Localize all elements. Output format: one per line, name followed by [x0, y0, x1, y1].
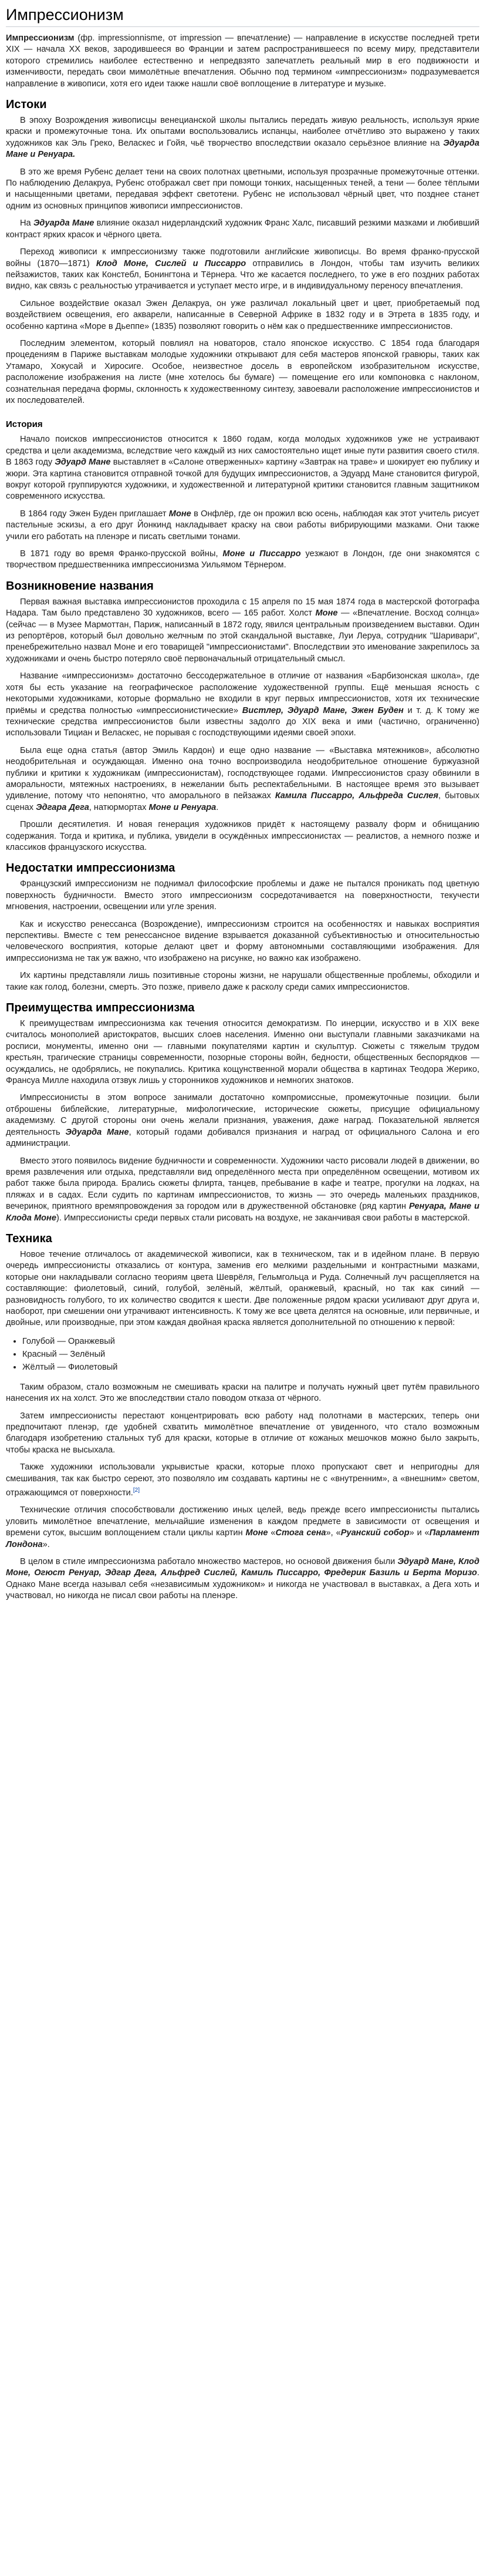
text-run: выставляет в «Салоне отверженных» картину «Завтрак на траве» и шокирует ею публику и жюри. Эта картина становится отправной точкой для будущих импрессионистов, а Эдуард Мане становится фигурой, вокруг которой группируются художники, и художественной и литературной критики становится главным защитником современного искусства. — [6, 458, 479, 502]
emphasis: Эдуард Мане — [55, 458, 111, 468]
emphasis: Парламент Лондона — [6, 1528, 480, 1549]
emphasis: Камила Писсарро, Альфреда Сислея — [275, 791, 438, 801]
paragraph — [6, 1505, 479, 1551]
text-run: и т. д. К тому же технические средства импрессионистов были известны задолго до XIX века и ими (частично, ограниченно) использовали Тициан и Веласкес, не порывая с господствующими идеями своей эпохи. — [6, 705, 479, 738]
text-run: Начало поисков импрессионистов относится к 1860 годам, когда молодых художников уже не устраивают средства и цели академизма, вследствие чего каждый из них самостоятельно ищет иные пути развития своего стиля. В 1863 году — [6, 435, 479, 468]
section-technique-body-before — [6, 1249, 479, 1329]
paragraph — [6, 434, 479, 502]
paragraph — [6, 1411, 479, 1457]
text-run: (фр. impressionnisme, от impression — впечатление) — направление в искусстве последней трети XIX — начала XX веков, зародившееся во Франции и затем распространившееся по всему миру, представители которого стремились наиболее естественно и непредвзято запечатлеть реальный мир в его подвижности и изменчивости, передать свои мимолётные впечатления. Обычно под термином «импрессионизм» подразумевается направление в живописи, хотя его идеи также нашли своё воплощение в литературе и музыке. — [6, 33, 479, 89]
text-run: ). Импрессионисты среди первых стали рисовать на воздухе, не заканчивая свои работы в мастерской. — [56, 1213, 470, 1223]
paragraph — [6, 879, 479, 913]
emphasis: Моне — [245, 1528, 268, 1538]
text-run: уезжают в Лондон, где они знакомятся с творчеством предшественника импрессионизма Уильямом Тёрнером. — [6, 549, 480, 570]
text-run: Переход живописи к импрессионизму также подготовили английские живописцы. Во время франко-прусской войны (1870—1871) — [6, 247, 479, 268]
text-run: Технические отличия способствовали достижению иных целей, ведь прежде всего импрессионисты пытались уловить мимолётное впечатление, мельчайшие изменения в каждом предмете в зависимости от освещения и времени суток, высшим воплощением стали циклы картин — [6, 1505, 479, 1538]
emphasis: Моне — [315, 608, 338, 618]
text-run: отправились в Лондон, чтобы там изучить великих пейзажистов, таких как Констебл, Бонингтона и Тёрнера. Что же касается последнего, то уже в его поздних работах видно, как связь с реальностью утрачивается и уступает место игре, и в индивидуальному переносу впечатления. — [6, 258, 479, 291]
text-run: Их картины представляли лишь позитивные стороны жизни, не нарушали общественные проблемы, обходили и такие как голод, болезни, смерть. Это позже, привело даже к расколу среди самих импрессионистов. — [6, 971, 479, 992]
text-run: — «Впечатление. Восход солнца» (сейчас — в Музее Мармоттан, Париж, написанный в 1872 году, явился центральным произведением выставки. Один из репортёров, который был довольно желчным по этой скандальной выставке, Луи Леруа, сотрудник "Шаривари", пренебрежительно назвал Моне и его товарищей "импрессионистами". Впоследствии это именование закрепилось за художниками и очень быстро потеряло своё первоначальный отрицательный смысл. — [6, 608, 479, 664]
paragraph — [6, 1156, 479, 1224]
section-heading-name-origin: Возникновение названия — [6, 579, 154, 593]
paragraph — [6, 115, 479, 161]
text-run: Сильное воздействие оказал Эжен Делакруа, он уже различал локальный цвет и цвет, приобретаемый под воздействием освещения, его акварели, написанные в Северной Африке в 1832 году и в Этрета в 1835 году, и особенно картина «Море в Дьеппе» (1835) позволяют говорить о нём как о предшественнике импрессионистов. — [6, 298, 479, 331]
paragraph — [6, 919, 479, 965]
text-run: , бытовых сценах — [6, 791, 480, 812]
text-run: . Однако Мане всегда называл себя «независимым художником» и никогда не участвовал в выставках, а Дега хоть и участвовал, но никогда не писал свои работы на пленэре. — [6, 1568, 479, 1601]
text-run: ». — [42, 1539, 50, 1549]
paragraph — [6, 218, 479, 241]
text-run: . — [216, 802, 219, 812]
text-run: Импрессионисты в этом вопросе занимали достаточно компромиссные, промежуточные позиции. были отброшены библейские, литературные, мифологические, исторические сюжеты, присущие официальному академизму. С другой стороны они очень желали признания, уважения, даже наград. Показательной является деятельность — [6, 1093, 479, 1137]
emphasis: Импрессионизм — [6, 33, 75, 43]
text-run: Затем импрессионисты перестают концентрировать всю работу над полотнами в мастерских, теперь они предпочитают пленэр, где удобней схватить мимолётное впечатление от увиденного, что стало возможным благодаря изобретению стальных туб для краски, которые в отличие от кожаных мешочков можно было закрыть, чтобы краска не высыхала. — [6, 1411, 479, 1455]
paragraph — [6, 1249, 479, 1329]
section-heading-history: История — [6, 419, 43, 430]
text-run: Новое течение отличалось от академической живописи, как в техническом, так и в идейном плане. В первую очередь импрессионисты отказались от контура, заменив его мелкими раздельными и контрастными мазками, которые они накладывали согласно теориям цвета Шеврёля, Гельмгольца и Руда. Солнечный луч расщепляется на составляющие: фиолетовый, синий, голубой, зелёный, жёлтый, оранжевый, красный, но так как синий — разновидность голубого, то их количество сводится к шести. Две положенные рядом краски усиливают друг друга и, наоборот, при смешении они утрачивают интенсивность. К тому же все цвета делятся на основные, или первичные, и двойные, или производные, при этом каждая двойная краска является дополнительной по отношению к первой: — [6, 1249, 479, 1328]
emphasis: Вистлер, Эдуард Мане, Эжен Буден — [242, 705, 404, 715]
complementary-colors-list — [6, 1335, 479, 1374]
text-run: » и « — [409, 1528, 430, 1538]
text-run: К преимуществам импрессионизма как течения относится демократизм. По инерции, искусство и в XIX веке считалось монополией аристократов, высших слоев населения. Именно они выступали главными заказчиками на росписи, монументы, именно они — главными покупателями картин и скульптур. Сюжеты с тяжелым трудом крестьян, трагические страницы современности, позорные стороны войн, бедности, общественных беспорядков — осуждались, не одобрялись, не покупались. Критика кощунственной морали общества в картинах Теодора Жерико, Франсуа Милле находила отзвук лишь у сторонников художников и немногих знатоков. — [6, 1019, 479, 1086]
text-run: , который годами добивался признания и наград от официального Салона и его администрации. — [6, 1127, 479, 1149]
text-run: Вместо этого появилось видение будничности и современности. Художники часто рисовали людей в движении, во время развлечения или отдыха, представляли вид определённого места при определённом освещении, мотивом их работ также была природа. Брались сюжеты флирта, танцев, пребывание в кафе и театре, прогулки на лодках, на пляжах и в садах. Если судить по картинам импрессионистов, то жизнь — это очередь маленьких праздников, вечеринок, приятного времяпровождения за городом или в дружественной обстановке (ряд картин — [6, 1156, 479, 1212]
text-run: Французский импрессионизм не поднимал философские проблемы и даже не пытался проникать под цветную поверхность будничности. Вместо этого импрессионизм сосредотачивается на поверхностности, текучести мгновения, настроении, освещении или угле зрения. — [6, 879, 479, 912]
text-run: Как и искусство ренессанса (Возрождение), импрессионизм строится на особенностях и навыках восприятия перспективы. Вместе с тем ренессансное видение взрывается доказанной субъективностью и относительностью человеческого восприятия, которые делают цвет и форму автономными составляющими изображения. Для импрессионизма не так уж важно, что изображено на рисунке, но важно как изображено. — [6, 919, 479, 963]
text-run: В это же время Рубенс делает тени на своих полотнах цветными, используя прозрачные промежуточные оттенки. По наблюдению Делакруа, Рубенс отображал свет при помощи тонких, насыщенных теней, а тени — более тёплыми и насыщенными цветами, передавая эффект светотени. Рубенс не использовал чёрный цвет, что позднее станет одним из основных принципов живописи импрессионистов. — [6, 167, 479, 211]
paragraph — [6, 1018, 479, 1087]
paragraph — [6, 298, 479, 332]
emphasis: Моне — [168, 509, 191, 519]
emphasis: Моне и Ренуара — [148, 802, 217, 812]
emphasis: Эдгара Дега — [36, 802, 89, 812]
text-run: Первая важная выставка импрессионистов проходила с 15 апреля по 15 мая 1874 года в мастерской фотографа Надара. Там было представлено 30 художников, всего — 165 работ. Холст — [6, 597, 479, 618]
paragraph — [6, 1092, 479, 1149]
intro-paragraph — [6, 33, 479, 90]
section-heading-merits: Преимущества импрессионизма — [6, 1001, 195, 1015]
emphasis: Эдуарда Мане — [65, 1127, 129, 1137]
paragraph — [6, 338, 479, 406]
emphasis: Ренуара, Мане и Клода Моне — [6, 1202, 479, 1223]
section-merits-body — [6, 1018, 479, 1224]
paragraph — [6, 1382, 479, 1405]
text-run: влияние оказал нидерландский художник Франс Халс, писавший резкими мазками и любивший контраст ярких красок и чёрного цвета. — [6, 218, 479, 240]
paragraph — [6, 167, 479, 213]
text-run: Была еще одна статья (автор Эмиль Кардон) и еще одно название — «Выставка мятежников», абсолютно неодобрительная и осуждающая. Именно она точно воспроизводила неодобрительное отношение буржуазной публики и критики к художникам (импрессионистам), господствующее годами. Импрессионистов сразу обвинили в аморальности, мятежных настроениях, в нежелании быть респектабельными. В настоящее время это вызывает удивление, потому что непонятно, что аморального в пейзажах — [6, 745, 479, 801]
footnote-ref[interactable]: [2] — [133, 1487, 140, 1494]
paragraph — [6, 671, 479, 739]
text-run: », « — [326, 1528, 341, 1538]
text-run: в Онфлёр, где он прожил всю осень, наблюдая как этот учитель рисует пастельные эскизы, а его друг Йонкинд накладывает краску на свои работы вибрирующими мазками. Они также учили его работать на пленэре и писать светлыми тонами. — [6, 509, 480, 542]
paragraph — [6, 819, 479, 853]
text-run: Также художники использовали укрывистые краски, которые плохо пропускают свет и непригодны для смешивания, так как быстро сереют, это позволяло им создавать картины не с «внутренним», а «внешним» светом, отражающимся от поверхности. — [6, 1462, 479, 1498]
text-run: В 1864 году Эжен Буден приглашает — [20, 509, 169, 519]
section-heading-flaws: Недостатки импрессионизма — [6, 862, 175, 875]
list-item: • Голубой — Оранжевый — [22, 1335, 479, 1348]
text-run: « — [268, 1528, 276, 1538]
text-run: В 1871 году во время Франко-прусской войны, — [20, 549, 223, 559]
section-origins-body — [6, 115, 479, 406]
list-item: • Жёлтый — Фиолетовый — [22, 1361, 479, 1374]
emphasis: Стога сена — [275, 1528, 326, 1538]
section-flaws-body — [6, 879, 479, 993]
paragraph — [6, 970, 479, 993]
section-history-body — [6, 434, 479, 571]
text-run: Прошли десятилетия. И новая генерация художников придёт к настоящему развалу форм и обнищанию содержания. Тогда и критика, и публика, увидели в осуждённых импрессионистах — реалистов, а немного позже и классиков французского искусства. — [6, 820, 479, 852]
emphasis: Эдуард Мане, Клод Моне, Огюст Ренуар, Эдгар Дега, Альфред Сислей, Камиль Писсарро, Фредерик Базиль и Берта Моризо — [6, 1556, 479, 1578]
paragraph — [6, 247, 479, 292]
paragraph — [6, 745, 479, 813]
text-run: Название «импрессионизм» достаточно бессодержательное в отличие от названия «Барбизонская школа», где хотя бы есть указание на географическое расположение художественной группы. Ещё меньшая ясность с некоторыми художниками, которые формально не входили в круг первых импрессионистов, хотя их технические приёмы и средства полностью «импрессионистические» — [6, 671, 479, 715]
text-run: В эпоху Возрождения живописцы венецианской школы пытались передать живую реальность, используя яркие краски и промежуточные тона. Их опытами воспользовались испанцы, наиболее отчётливо это выражено у таких художников как Эль Греко, Веласкес и Гойя, чьё творчество впоследствии оказало серьёзное влияние на — [6, 116, 479, 148]
text-run: , натюрмортах — [89, 802, 149, 812]
emphasis: Эдуарда Мане — [33, 218, 94, 228]
text-run: Таким образом, стало возможным не смешивать краски на палитре и получать нужный цвет путём правильного нанесения их на холст. Это же впоследствии стало поводом отказа от чёрного. — [6, 1382, 479, 1404]
text-run: На — [20, 218, 33, 228]
section-technique-body-after — [6, 1382, 479, 1602]
paragraph — [6, 1556, 479, 1602]
list-item: • Красный — Зелёный — [22, 1348, 479, 1361]
section-heading-technique: Техника — [6, 1232, 52, 1245]
emphasis: Моне и Писсарро — [222, 549, 301, 559]
emphasis: Руанский собор — [340, 1528, 410, 1538]
emphasis: Эдуарда Мане и Ренуара. — [6, 138, 479, 160]
section-name-origin-body — [6, 597, 479, 854]
text-run: Последним элементом, который повлиял на новаторов, стало японское искусство. С 1854 года благодаря процедениям в Париже выставкам молодые художники открывают для себя мастеров японской гравюры, таких как Утамаро, Хокусай и Хиросиге. Особое, неизвестное досель в европейском изобразительном искусстве, расположение изображения на листе (мне хотелось бы бумаге) — помещение его или компоновка с наклоном, сознательная передача формы, склонность к художественному синтезу, завоевали расположение импрессионистов и их последователей. — [6, 338, 479, 405]
paragraph — [6, 1462, 479, 1499]
paragraph — [6, 549, 479, 571]
paragraph — [6, 597, 479, 665]
section-heading-origins: Истоки — [6, 98, 47, 112]
emphasis: Клод Моне, Сислей и Писсарро — [96, 258, 246, 268]
text-run: В целом в стиле импрессионизма работало множество мастеров, но основой движения были — [20, 1556, 398, 1566]
paragraph — [6, 509, 479, 543]
page-title: Импрессионизм — [6, 6, 479, 27]
